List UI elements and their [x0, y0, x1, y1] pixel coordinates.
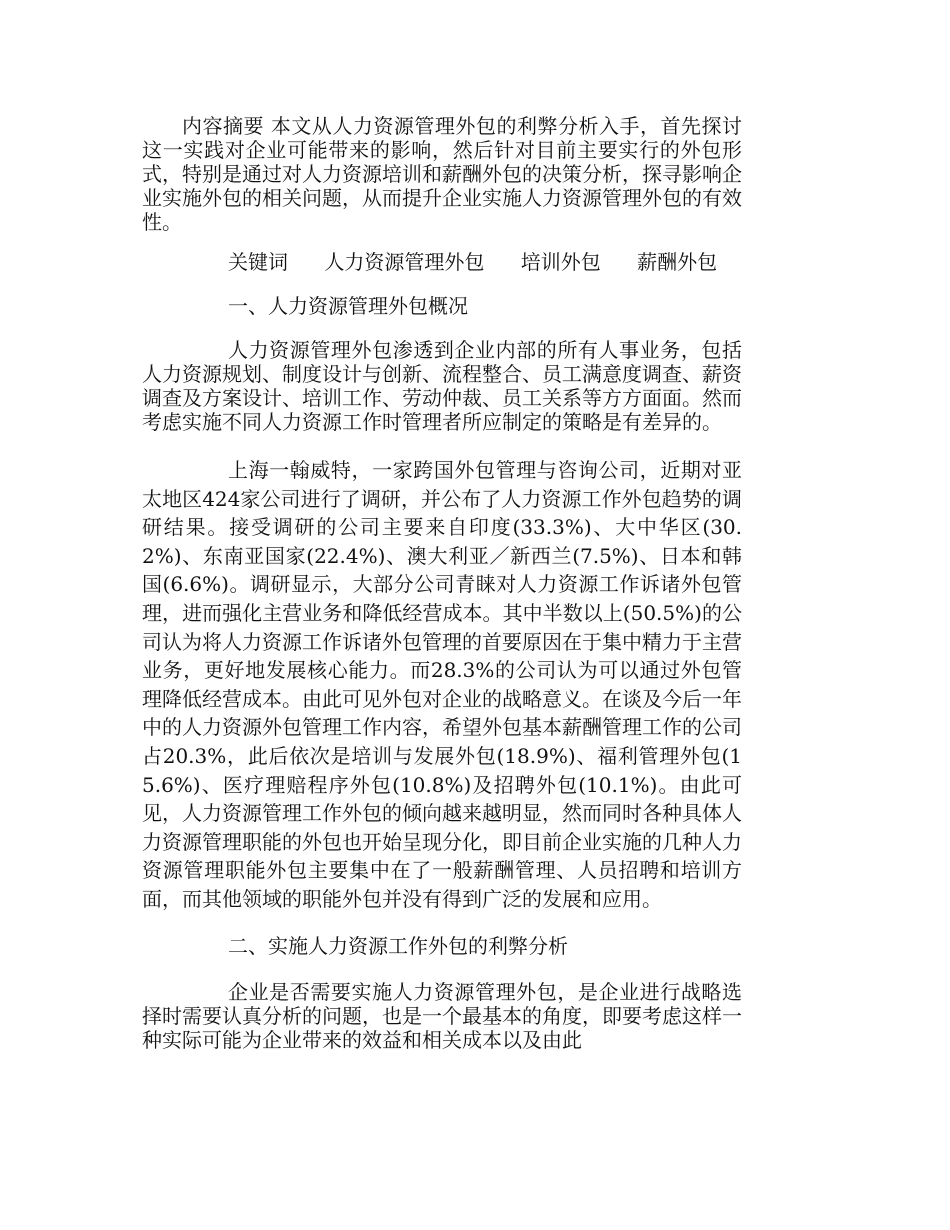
keywords-line	[142, 250, 742, 274]
section-heading-1: 一、人力资源管理外包概况	[228, 294, 468, 318]
document-body	[142, 114, 742, 1052]
keyword-item: 人力资源管理外包	[324, 250, 485, 274]
section1-paragraph-2: 上海一翰威特，一家跨国外包管理与咨询公司，近期对亚太地区424家公司进行了调研，并公布了人力资源工作外包趋势的调研结果。接受调研的公司主要来自印度(33.3%)、大中华区(30.2%)、东南亚国家(22.4%)、澳大利亚／新西兰(7.5%)、日本和韩国(6.6%)。调研显示，大部分公司青睐对人力资源工作诉诸外包管理，进而强化主营业务和降低经营成本。其中半数以上(50.5%)的公司认为将人力资源工作诉诸外包管理的首要原因在于集中精力于主营业务，更好地发展核心能力。而28.3%的公司认为可以通过外包管理降低经营成本。由此可见外包对企业的战略意义。在谈及今后一年中的人力资源外包管理工作内容，希望外包基本薪酬管理工作的公司占20.3%，此后依次是培训与发展外包(18.9%)、福利管理外包(15.6%)、医疗理赔程序外包(10.8%)及招聘外包(10.1%)。由此可见，人力资源管理工作外包的倾向越来越明显，然而同时各种具体人力资源管理职能的外包也开始呈现分化，即目前企业实施的几种人力资源管理职能外包主要集中在了一般薪酬管理、人员招聘和培训方面，而其他领域的职能外包并没有得到广泛的发展和应用。	[142, 458, 742, 911]
section2-paragraph-1: 企业是否需要实施人力资源管理外包，是企业进行战略选择时需要认真分析的问题，也是一个最基本的角度，即要考虑这样一种实际可能为企业带来的效益和相关成本以及由此	[142, 979, 742, 1052]
keywords-label: 关键词	[228, 250, 288, 274]
keyword-item: 培训外包	[520, 250, 601, 274]
section-heading-2: 二、实施人力资源工作外包的利弊分析	[228, 933, 568, 958]
keyword-item: 薪酬外包	[637, 250, 718, 274]
abstract-paragraph: 内容摘要 本文从人力资源管理外包的利弊分析入手，首先探讨这一实践对企业可能带来的影响，然后针对目前主要实行的外包形式，特别是通过对人力资源培训和薪酬外包的决策分析，探寻影响企业实施外包的相关问题，从而提升企业实施人力资源管理外包的有效性。	[142, 114, 742, 234]
section1-paragraph-1: 人力资源管理外包渗透到企业内部的所有人事业务，包括人力资源规划、制度设计与创新、流程整合、员工满意度调查、薪资调查及方案设计、培训工作、劳动仲裁、员工关系等方方面面。然而考虑实施不同人力资源工作时管理者所应制定的策略是有差异的。	[142, 338, 742, 434]
